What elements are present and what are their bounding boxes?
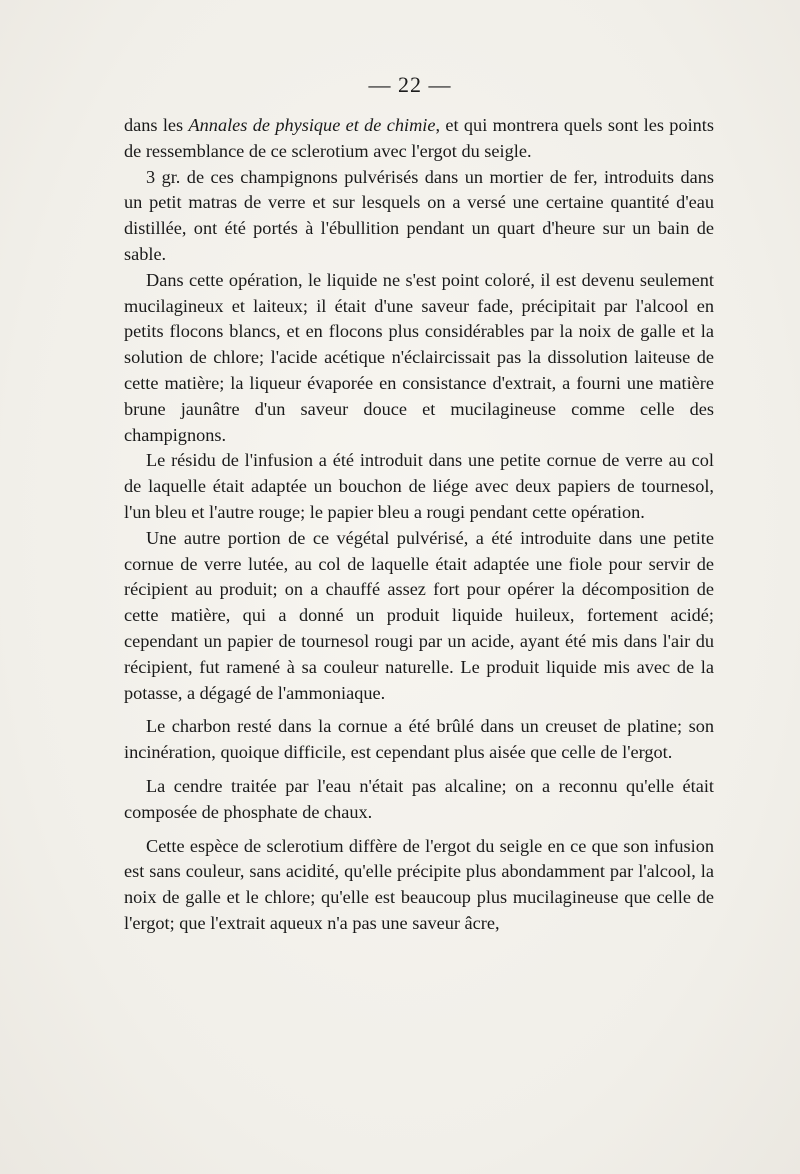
- paragraph-7: La cendre traitée par l'eau n'était pas alcaline; on a reconnu qu'elle était composée de phosphate de chaux.: [124, 775, 714, 822]
- paragraph-2: 3 gr. de ces champignons pulvérisés dans un mortier de fer, introduits dans un petit matras de verre et sur lesquels on a versé une certaine quantité d'eau distillée, ont été portés à l'ébullition pendant un quart d'heure sur un bain de sable.: [124, 166, 714, 264]
- paragraph-5: Une autre portion de ce végétal pulvérisé, a été introduite dans une petite cornue de verre lutée, au col de laquelle était adaptée une fiole pour servir de récipient au produit; on a chauffé assez fort pour opérer la décomposition de cette matière, qui a donné un produit liquide huileux, fortement acidé; cependant un papier de tournesol rougi par un acide, ayant été mis dans l'air du récipient, fut ramené à sa couleur naturelle. Le produit liquide mis avec de la potasse, a dégagé de l'ammoniaque.: [124, 527, 714, 703]
- paragraph-6: Le charbon resté dans la cornue a été brûlé dans un creuset de platine; son incinération, quoique difficile, est cependant plus aisée que celle de l'ergot.: [124, 716, 714, 763]
- paragraph-3: Dans cette opération, le liquide ne s'est point coloré, il est devenu seulement mucilagineux et laiteux; il était d'une saveur fade, précipitait par l'alcool en petits flocons blancs, et en flocons plus considérables par la noix de galle et la solution de chlore; l'acide acétique n'éclaircissait pas la dissolution laiteuse de cette matière; la liqueur évaporée en consistance d'extrait, a fourni une matière brune jaunâtre d'un saveur douce et mucilagineuse comme celle des champignons.: [124, 269, 714, 445]
- paragraph-8: Cette espèce de sclerotium diffère de l'ergot du seigle en ce que son infusion est sans couleur, sans acidité, qu'elle précipite plus abondamment par l'alcool, la noix de galle et le chlore; qu'elle est beaucoup plus mucilagineuse que celle de l'ergot; que l'extrait aqueux n'a pas une saveur âcre,: [124, 835, 714, 933]
- paragraph-1: [124, 113, 714, 165]
- paragraph-4: Le résidu de l'infusion a été introduit dans une petite cornue de verre au col de laquelle était adaptée un bouchon de liége avec deux papiers de tournesol, l'un bleu et l'autre rouge; le papier bleu a rougi pendant cette opération.: [124, 450, 714, 522]
- page-number: — 22 —: [368, 72, 452, 97]
- journal-title: Annales de physique et de chimie: [188, 115, 436, 135]
- body-text: [124, 113, 714, 937]
- paragraph-1-before: dans les: [124, 115, 189, 135]
- paragraph-1-after: , et qui montrera quels sont les points de ressemblance de ce sclerotium avec l'ergot du seigle.: [124, 115, 714, 161]
